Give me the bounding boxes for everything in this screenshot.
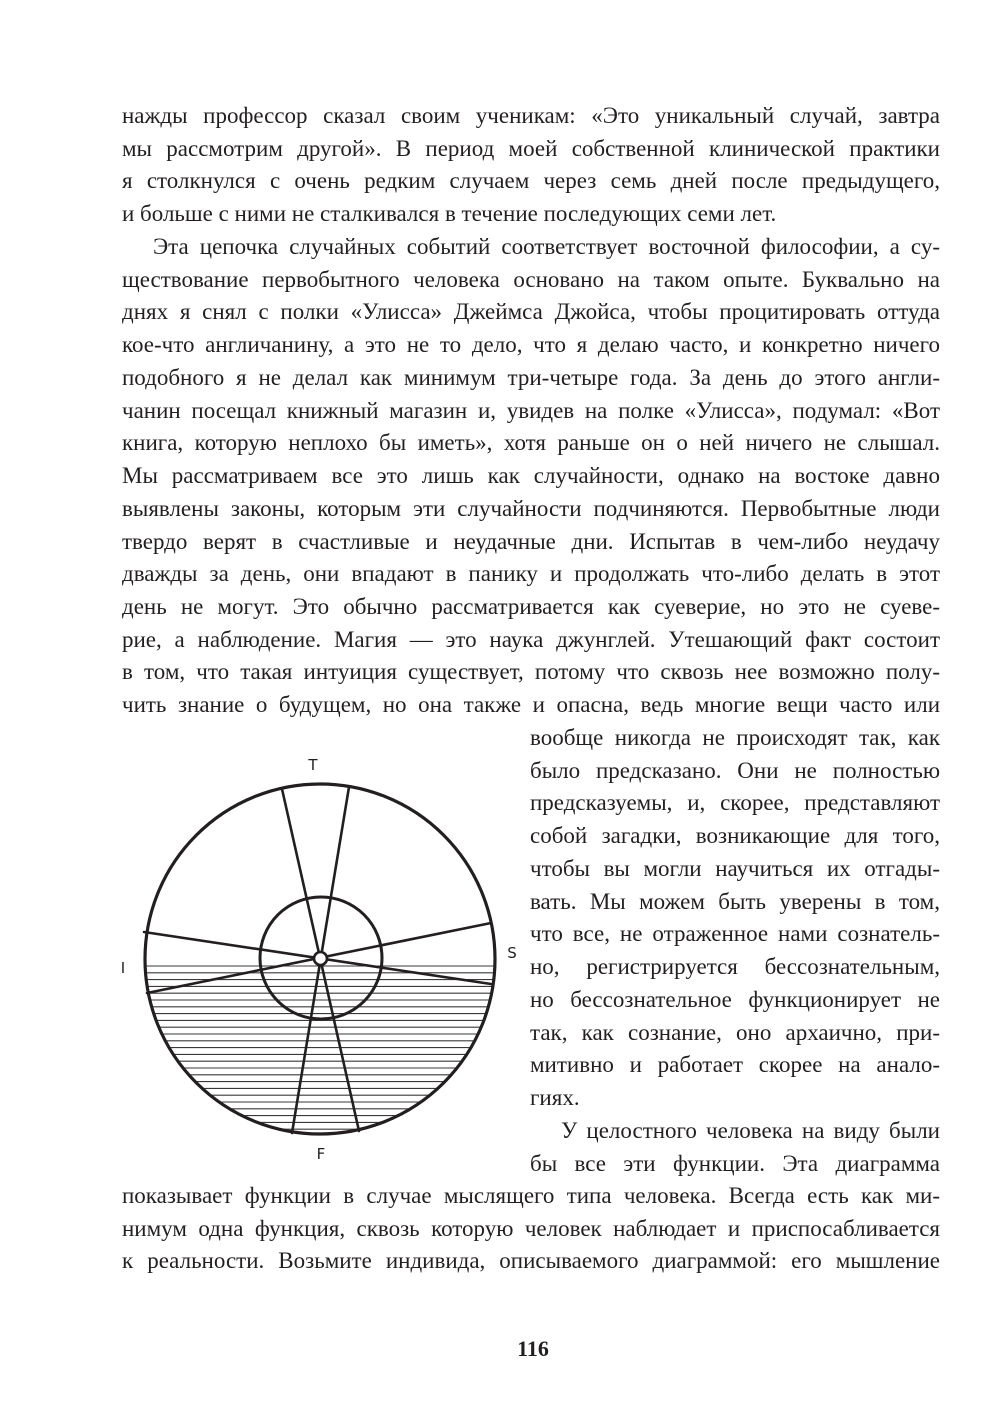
paragraph-start-line: У целостного человека на виду были xyxy=(561,1117,940,1143)
psychological-functions-diagram xyxy=(110,745,530,1170)
text-line: твердо верят в счастливые и неудачные дни. Испытав в чем-либо неудачу xyxy=(122,528,940,554)
text-line: вать. Мы можем быть уверены в том, xyxy=(530,888,940,914)
page-number: 116 xyxy=(517,1336,549,1361)
paragraph-start-line: Эта цепочка случайных событий соответствует восточной философии, а су- xyxy=(153,233,940,259)
text-line: гиях. xyxy=(530,1085,580,1111)
text-line: выявлены законы, которым эти случайности подчиняются. Первобытные люди xyxy=(122,495,940,521)
text-line: предсказуемы, и, скорее, представляют xyxy=(530,790,940,816)
text-line: чанин посещал книжный магазин и, увидев на полке «Улисса», подумал: «Вот xyxy=(122,397,940,423)
text-line: подобного я не делал как минимум три-четыре года. За день до этого англи- xyxy=(122,364,940,390)
text-line: кое-что англичанину, а это не то дело, что я делаю часто, и конкретно ничего xyxy=(122,332,940,358)
text-line: ществование первобытного человека основано на таком опыте. Буквально на xyxy=(122,266,940,292)
text-line: к реальности. Возьмите индивида, описываемого диаграммой: его мышление xyxy=(122,1248,940,1274)
text-line: вообще никогда не происходят так, как xyxy=(530,725,940,750)
label-sensation: S xyxy=(507,944,517,962)
text-line: так, как сознание, оно архаично, при- xyxy=(530,1019,940,1045)
text-line: день не могут. Это обычно рассматривается как суеверие, но это не суеве- xyxy=(122,594,940,620)
text-line: нажды профессор сказал своим ученикам: «Это уникальный случай, завтра xyxy=(122,103,940,128)
text-line: дважды за день, они впадают в панику и продолжать что-либо делать в этот xyxy=(122,561,940,587)
label-intuition: I xyxy=(120,959,126,977)
text-line: но, регистрируется бессознательным, xyxy=(530,954,940,980)
text-line: что все, не отраженное нами сознатель- xyxy=(530,921,940,947)
text-line: книга, которую неплохо бы иметь», хотя раньше он о ней ничего не слышал. xyxy=(122,430,940,456)
text-line: Мы рассматриваем все это лишь как случайности, однако на востоке давно xyxy=(122,463,940,489)
text-line: было предсказано. Они не полностью xyxy=(530,757,940,783)
text-line: чтобы вы могли научиться их отгады- xyxy=(530,855,940,881)
text-line: днях я снял с полки «Улисса» Джеймса Джойса, чтобы процитировать оттуда xyxy=(122,299,940,325)
text-line: показывает функции в случае мыслящего типа человека. Всегда есть как ми- xyxy=(122,1183,940,1208)
text-line: рие, а наблюдение. Магия — это наука джунглей. Утешающий факт состоит xyxy=(122,626,940,652)
text-line: собой загадки, возникающие для того, xyxy=(530,823,940,849)
text-line: бы все эти функции. Эта диаграмма xyxy=(530,1150,940,1176)
text-line: в том, что такая интуиция существует, потому что сквозь нее возможно полу- xyxy=(122,659,940,685)
text-line: я столкнулся с очень редким случаем через семь дней после предыдущего, xyxy=(122,168,940,194)
center-point xyxy=(314,952,327,965)
text-line: мы рассмотрим другой». В период моей собственной клинической практики xyxy=(122,135,940,161)
text-line: митивно и работает скорее на анало- xyxy=(530,1052,940,1078)
text-line: и больше с ними не сталкивался в течение последующих семи лет. xyxy=(122,201,777,227)
text-block-bottom xyxy=(122,1180,940,1278)
text-block-top xyxy=(122,100,940,722)
text-line: но бессознательное функционирует не xyxy=(530,986,940,1012)
text-line: чить знание о будущем, но она также и опасна, ведь многие вещи часто или xyxy=(122,692,940,718)
text-line: нимум одна функция, сквозь которую человек наблюдает и приспосабливается xyxy=(122,1215,940,1241)
text-block-beside-diagram xyxy=(530,722,940,1180)
hatching xyxy=(140,966,500,1129)
label-thinking: T xyxy=(308,756,318,774)
label-feeling: F xyxy=(316,1145,326,1163)
